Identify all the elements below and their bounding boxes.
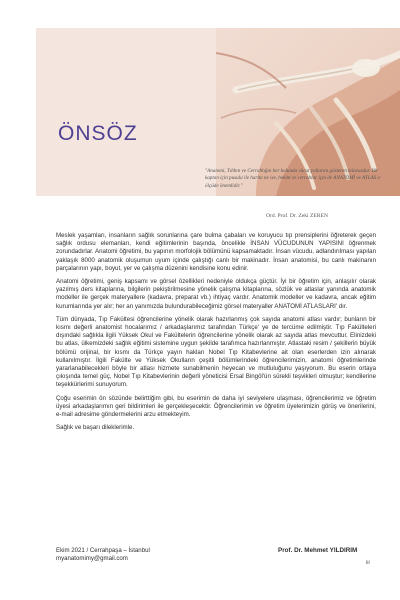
paragraph: Tüm dünyada, Tıp Fakültesi öğrencilerine yönelik olarak hazırlanmış çok sayıda anatomi atlası vardır; bunların bir kısmı değerli anatomist hocalarımız / arkadaşlarımız tarafından Türkçe' ye de tercüme edilmiştir. Tıp Fakülteleri dışındaki sağlıkla ilgili Yüksek Okul ve Fakültelerin öğrencilerine yönelik olarak az sayıda atlas mevcuttur. Elinizdeki bu atlas, ülkemizdeki sağlık eğitimi sistemine uygun şekilde tarafımca hazırlanmıştır. Atlastaki resim / şekillerin büyük bölümü orijinal, bir kısmı da Türkçe yayın hakları Nobel Tıp Kitabevlerine ait olan eserlerden izin alınarak kullanılmıştır. İlgili Fakülte ve Yüksek Okulların çeşitli bölümlerindeki öğrencilerimizin, anatomi öğretimlerinde yararlanabilecekleri böyle bir atlası hizmete sunabilmenin heyecan ve mutluluğunu yaşıyorum. Bu eserin ortaya çıkışında temel güç, Nobel Tıp Kitabevlerinin değerli yöneticisi Ersal Bingöl'ün sürekli teşvikleri olmuştur; kendilerine teşekkürlerimi sunuyorum. (56, 315, 376, 389)
closing-line: Sağlık ve başarı dileklerimle. (56, 424, 135, 432)
date-place: Ekim 2021 / Cerrahpaşa – İstanbul (56, 547, 150, 554)
email-address: myanatomimy@gmail.com (56, 555, 128, 562)
paragraph: Meslek yaşamları, insanların sağlık sorunlarına çare bulma çabaları ve koruyucu tıp prensiplerini öğreterek geçen sağlık ordusu elemanları, kendi eğitimlerinin başında, öncelikle İNSAN VÜCUDUNUN YAPISINI öğrenmek zorundadırlar. Anatomi öğretimi, bu yapının morfolojik bölümünü kapsamaktadır. İnsan vücudu, adlandırılması yapılan yaklaşık 8000 anatomik oluşumun uyum içinde çalıştığı canlı bir makinadır. İnsan anatomisi, bu canlı makinanın parçalarının yapı, boyut, yer ve çalışma düzenini kendisine konu edinir. (56, 232, 376, 272)
page-number: iii (366, 560, 370, 566)
page-title: ÖNSÖZ (58, 122, 138, 145)
footer-left (56, 547, 150, 563)
author-signature: Prof. Dr. Mehmet YILDIRIM (278, 547, 358, 554)
paragraph: Anatomi öğretimi, geniş kapsamı ve görsel özellikleri nedeniyle oldukça güçtür. İyi bir öğretim için, anlaşılır olarak yazılmış ders kitaplarına, bilgilerin pekiştirilmesine yönelik çalışma kitaplarına, sözlük ve atlaslar yanında anatomik modeller ile gerçek materyallere (kadavra, preparat vb.) ihtiyaç vardır. Anatomik modeller ve kadavra, ancak eğitim kurumlarında yer alır; her an yanımızda bulundurabileceğimiz görsel materyaller ANATOMİ ATLASLARI' dır. (56, 278, 376, 310)
paragraph: Çoğu eserimin ön sözünde belirttiğim gibi, bu eserimin de daha iyi seviyelere ulaşması, öğrencilerimiz ve öğretim üyesi arkadaşlarımın geri bildirimleri ile gerçekleşecektir. Öğrencilerimin ve öğretim üyelerimizin görüş ve önerilerini, e-mail adresime göndermelerini arzu etmekteyim. (56, 394, 376, 419)
epigraph-quote: "Anatomi, Tıbbın ve Cerrahlığın her kolunda vücut yollarını gösteren kılavuzdur. Bir kaptan için pusula ile harita ne ise, hekim ve cerrahlar için de ANATOMİ ve ATLAS o ölçüde önemlidir." (205, 168, 381, 189)
epigraph-author: Ord. Prof. Dr. Zeki ZEREN (266, 213, 328, 219)
preface-body (56, 232, 376, 437)
